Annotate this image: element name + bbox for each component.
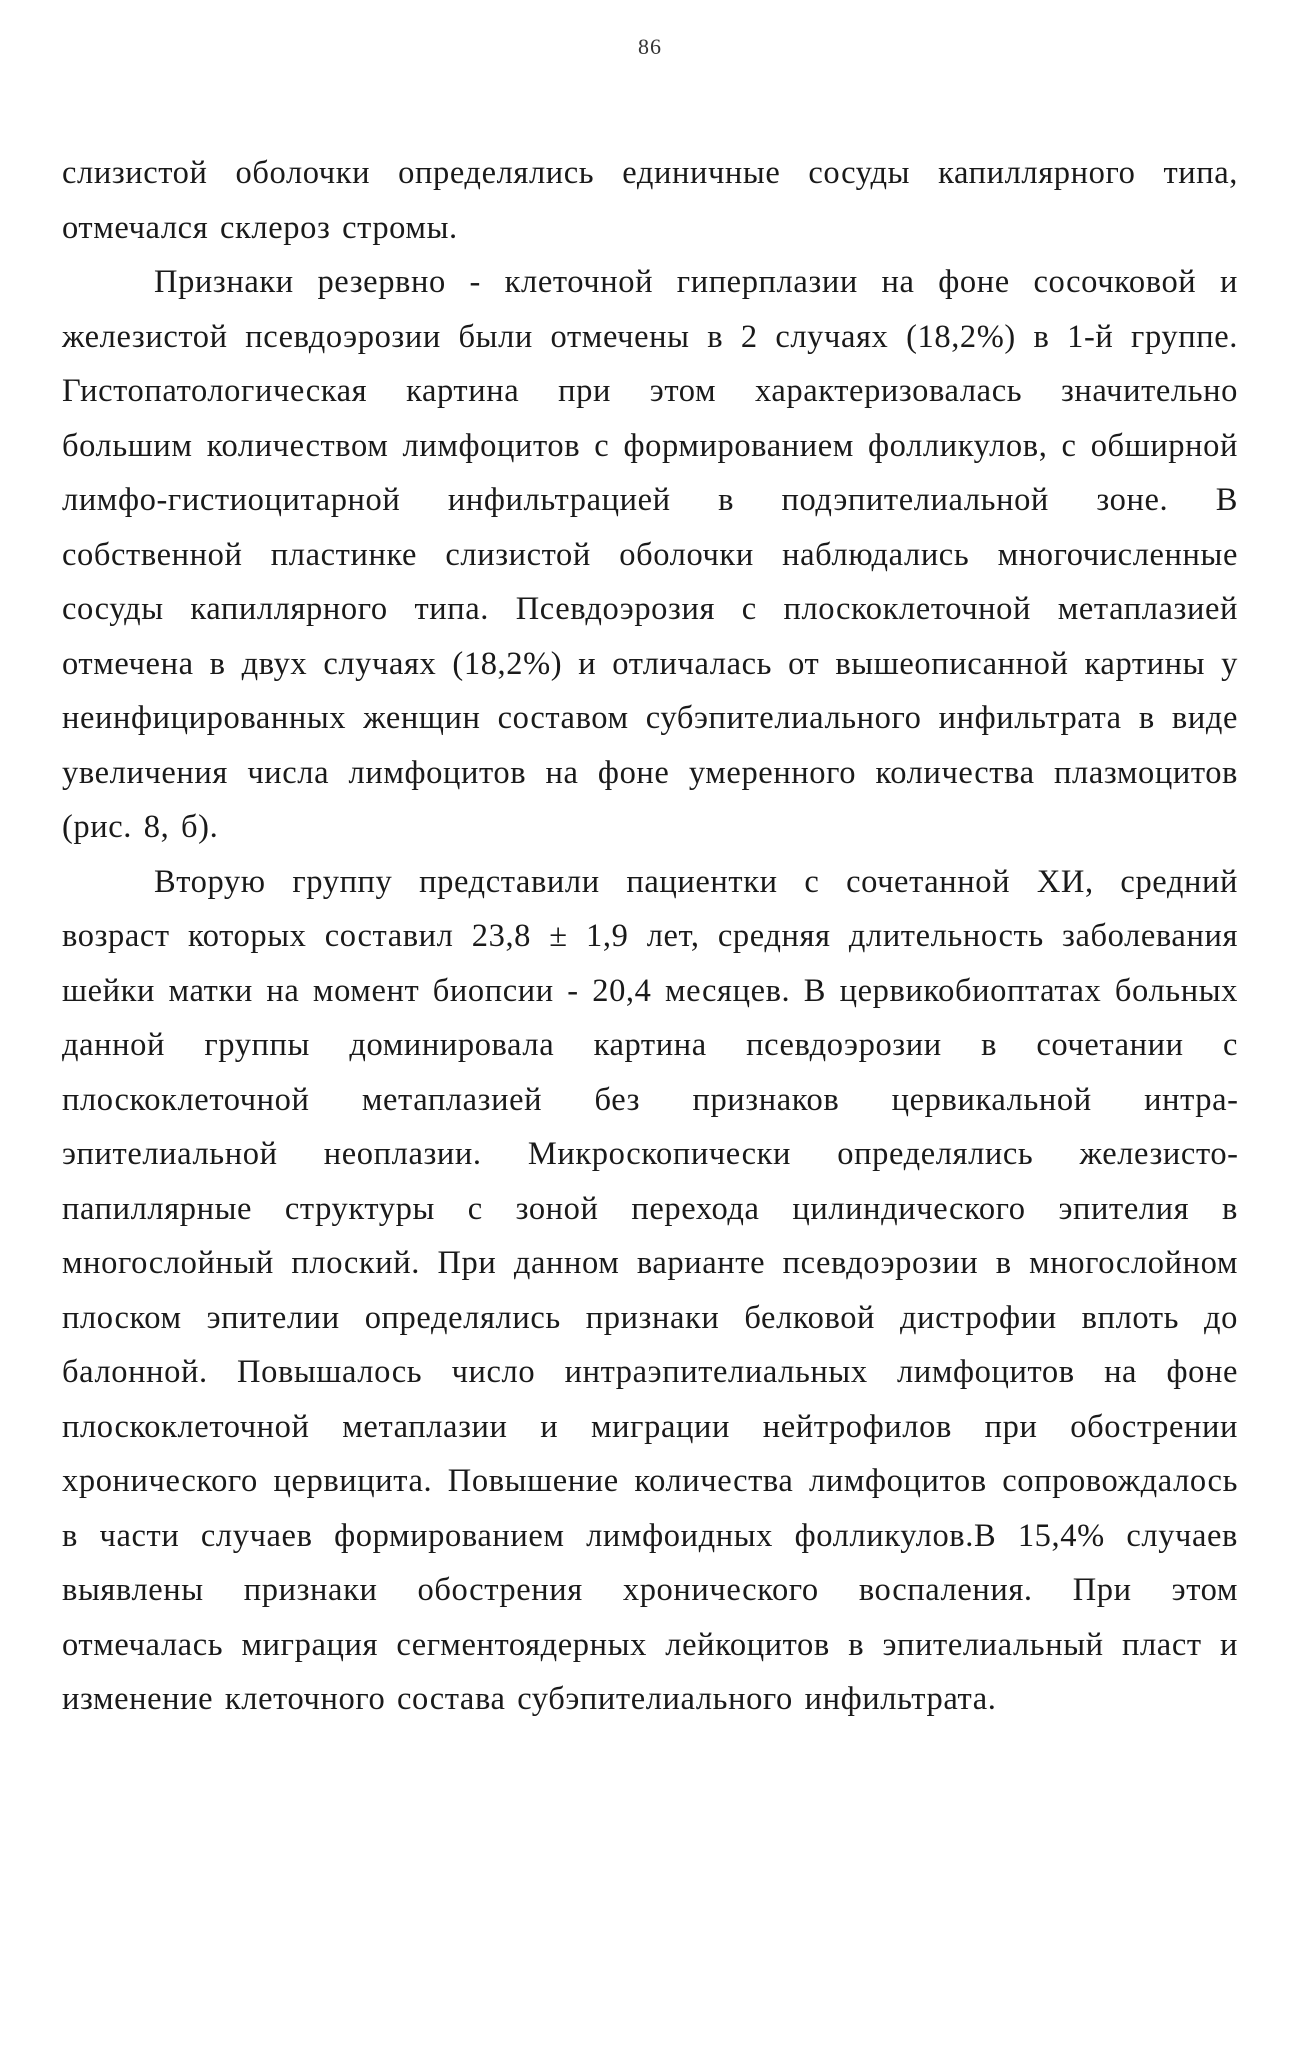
paragraph-1: слизистой оболочки определялись единичные сосуды капиллярного типа, отмечался склероз стромы. <box>62 155 1238 246</box>
paragraph-2: Признаки резервно - клеточной гиперплазии на фоне сосочковой и железистой псевдоэрозии были отмечены в 2 случаях (18,2%) в 1-й группе. Гистопатологическая картина при этом характеризовалась значительно большим количеством лимфоцитов с формированием фолликулов, с обширной лимфо-гистиоцитарной инфильтрацией в подэпителиальной зоне. В собственной пластинке слизистой оболочки наблюдались многочисленные сосуды капиллярного типа. Псевдоэрозия с плоскоклеточной метаплазией отмечена в двух случаях (18,2%) и отличалась от вышеописанной картины у неинфицированных женщин составом субэпителиального инфильтрата в виде увеличения числа лимфоцитов на фоне умеренного количества плазмоцитов (рис. 8, б). <box>62 264 1238 845</box>
page-number: 86 <box>638 34 662 59</box>
paragraph-3: Вторую группу представили пациентки с сочетанной ХИ, средний возраст которых составил 23,8 ± 1,9 лет, средняя длительность заболевания шейки матки на момент биопсии - 20,4 месяцев. В цервикобиоптатах больных данной группы доминировала картина псевдоэрозии в сочетании с плоскоклеточной метаплазией без признаков цервикальной интраэпителиальной неоплазии. Микроскопически определялись железистопапиллярные структуры с зоной перехода цилиндического эпителия в многослойный плоский. При данном варианте псевдоэрозии в многослойном плоском эпителии определялись признаки белковой дистрофии вплоть до балонной. Повышалось число интраэпителиальных лимфоцитов на фоне плоскоклеточной метаплазии и миграции нейтрофилов при обострении хронического цервицита. Повышение количества лимфоцитов сопровождалось в части случаев формированием лимфоидных фолликулов.В 15,4% случаев выявлены признаки обострения хронического воспаления. При этом отмечалась миграция сегментоядерных лейкоцитов в эпителиальный пласт и изменение клеточного состава субэпителиального инфильтрата. <box>62 863 1238 1717</box>
body-text <box>62 146 1238 1727</box>
